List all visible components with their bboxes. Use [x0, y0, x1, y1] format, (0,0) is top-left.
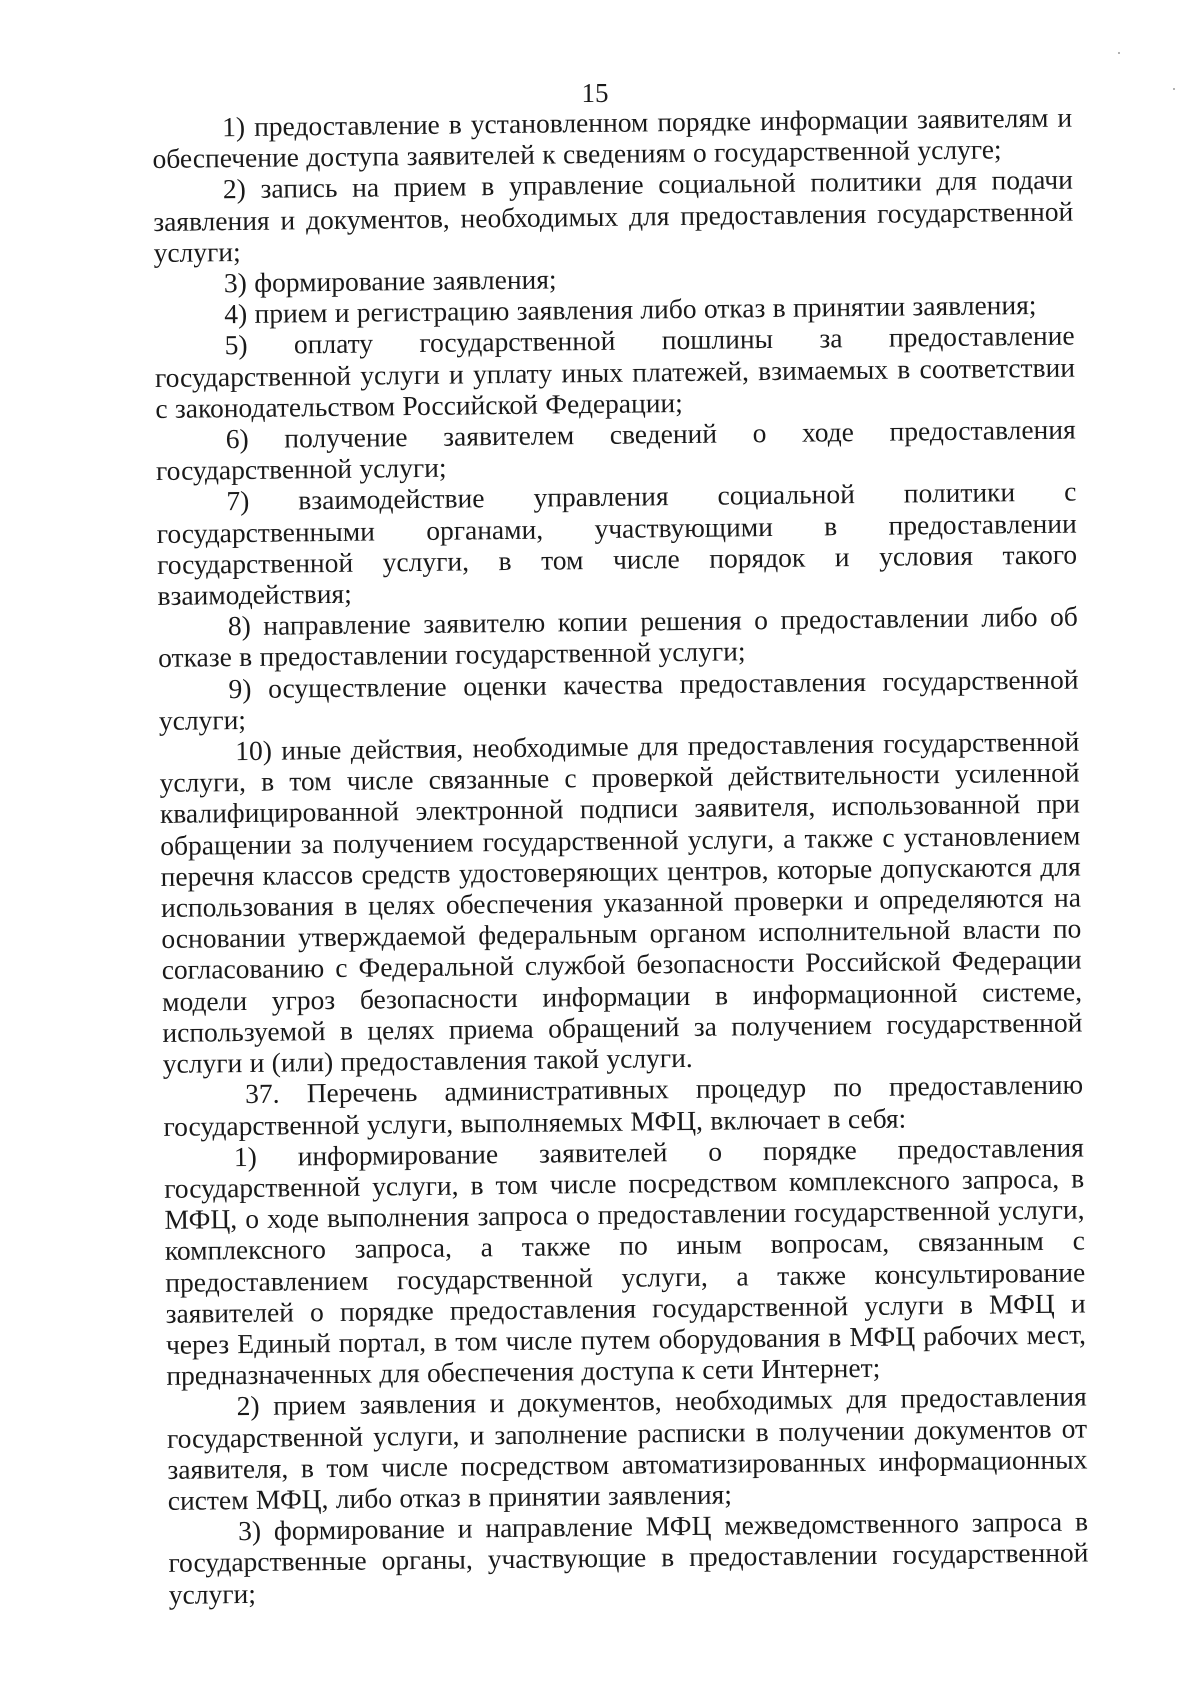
- paragraph-2: 2) запись на прием в управление социальной политики для подачи заявления и документов, необходимых для предоставления государственной услуги;: [153, 163, 1074, 268]
- scan-speck: [1118, 52, 1120, 54]
- mfc-paragraph-1: 1) информирование заявителей о порядке предоставления государственной услуги, в том числе посредством комплексного запроса, в МФЦ, о ходе выполнения запроса о предоставлении государственной услуги, комплексного запроса, а также по иным вопросам, связанным с предоставлением государственной услуги, а также консультирование заявителей о порядке предоставления государственной услуги в МФЦ и через Единый портал, в том числе путем оборудования в МФЦ рабочих мест, предназначенных для обеспечения доступа к сети Интернет;: [164, 1131, 1087, 1392]
- mfc-paragraph-3: 3) формирование и направление МФЦ межведомственного запроса в государственные органы, участвующие в предоставлении государственной услуги;: [168, 1505, 1089, 1610]
- paragraph-1: 1) предоставление в установленном порядке информации заявителям и обеспечение доступа заявителей к сведениям о государственной услуге;: [152, 101, 1073, 175]
- paragraph-3: 3) формирование заявления;: [223, 263, 557, 299]
- section-37-heading: 37. Перечень административных процедур по предоставлению государственной услуги, выполняемых МФЦ, включает в себя:: [163, 1068, 1084, 1142]
- paragraph-8: 8) направление заявителю копии решения о предоставлении либо об отказе в предоставлении государственной услуги;: [158, 600, 1078, 674]
- paragraph-5: 5) оплату государственной пошлины за предоставление государственной услуги и уплату иных платежей, взимаемых в соответствии с законодательством Российской Федерации;: [154, 319, 1076, 424]
- mfc-paragraph-2: 2) прием заявления и документов, необходимых для предоставления государственной услуги, и заполнение расписки в получении документов от заявителя, в том числе посредством автоматизированных информационных систем МФЦ, либо отказ в принятии заявления;: [166, 1380, 1088, 1516]
- paragraph-10: 10) иные действия, необходимые для предоставления государственной услуги, в том числе связанные с проверкой действительности усиленной квалифицированной электронной подписи заявителя, использованной при обращении за получением государственной услуги, а также с установлением перечня классов средств удостоверяющих центров, которые допускаются для использования в целях обеспечения указанной проверки и определяются на основании утверждаемой федеральным органом исполнительной власти по согласованию с Федеральной службой безопасности Российской Федерации модели угроз безопасности информации в информационной системе, используемой в целях приема обращений за получением государственной услуги и (или) предоставления такой услуги.: [159, 725, 1083, 1080]
- paragraph-6: 6) получение заявителем сведений о ходе предоставления государственной услуги;: [155, 413, 1076, 487]
- document-body: [152, 102, 1089, 1610]
- paragraph-7: 7) взаимодействие управления социальной политики с государственными органами, участвующими в предоставлении государственной услуги, в том числе порядок и условия такого взаимодействия;: [156, 475, 1078, 612]
- paragraph-4: 4) прием и регистрацию заявления либо отказ в принятии заявления;: [224, 289, 1037, 330]
- page-number: 15: [581, 78, 609, 108]
- scan-speck: [1173, 88, 1175, 90]
- paragraph-9: 9) осуществление оценки качества предоставления государственной услуги;: [158, 663, 1079, 736]
